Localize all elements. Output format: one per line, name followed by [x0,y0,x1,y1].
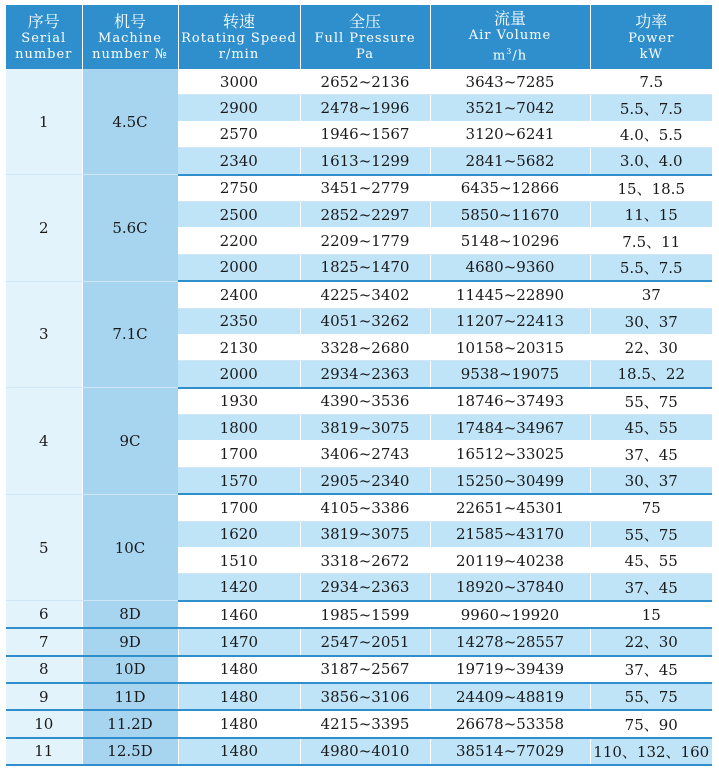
header-row [6,5,712,69]
volume-cell: 9538~19075 [430,361,590,388]
header-machine-en1: Machine [98,30,162,46]
table-row [6,281,712,308]
pressure-cell: 3451~2779 [300,175,430,202]
speed-cell: 2130 [178,334,300,360]
pressure-cell: 4105~3386 [300,494,430,521]
machine-number-cell: 12.5D [82,738,178,765]
power-cell: 45、55 [590,548,712,574]
volume-cell: 26678~53358 [430,710,590,737]
speed-cell: 2400 [178,281,300,308]
table-row [6,601,712,628]
power-cell: 55、75 [590,388,712,415]
table-row [6,710,712,737]
machine-number-cell: 5.6C [82,175,178,282]
power-cell: 37、45 [590,656,712,683]
speed-cell: 1800 [178,415,300,441]
pressure-cell: 2209~1779 [300,228,430,254]
speed-cell: 1470 [178,628,300,655]
pressure-cell: 2934~2363 [300,361,430,388]
power-cell: 75、90 [590,710,712,737]
pressure-cell: 4225~3402 [300,281,430,308]
pressure-cell: 1985~1599 [300,601,430,628]
speed-cell: 1700 [178,441,300,467]
serial-cell: 9 [6,683,82,710]
header-speed [178,5,300,69]
pressure-cell: 3328~2680 [300,334,430,360]
speed-cell: 2570 [178,121,300,147]
machine-number-cell: 10D [82,656,178,683]
table-row [6,69,712,95]
volume-cell: 21585~43170 [430,521,590,547]
speed-cell: 1480 [178,710,300,737]
table-row [6,738,712,765]
pressure-cell: 1825~1470 [300,254,430,281]
power-cell: 15 [590,601,712,628]
pressure-cell: 3819~3075 [300,521,430,547]
pressure-cell: 2547~2051 [300,628,430,655]
volume-cell: 3521~7042 [430,95,590,121]
table-row [6,388,712,415]
volume-cell: 3643~7285 [430,69,590,95]
pressure-cell: 1613~1299 [300,148,430,175]
power-cell: 22、30 [590,628,712,655]
speed-cell: 1570 [178,467,300,494]
volume-cell: 18746~37493 [430,388,590,415]
power-cell: 55、75 [590,521,712,547]
power-cell: 7.5 [590,69,712,95]
header-pressure-en2: Pa [356,46,374,62]
volume-cell: 16512~33025 [430,441,590,467]
speed-cell: 2200 [178,228,300,254]
header-power-en2: kW [639,46,663,62]
power-cell: 37 [590,281,712,308]
volume-cell: 3120~6241 [430,121,590,147]
header-pressure-zh: 全压 [348,11,381,31]
machine-number-cell: 4.5C [82,69,178,175]
power-cell: 15、18.5 [590,175,712,202]
volume-cell: 4680~9360 [430,254,590,281]
power-cell: 110、132、160 [590,738,712,765]
table-body [6,69,712,765]
volume-cell: 15250~30499 [430,467,590,494]
volume-cell: 9960~19920 [430,601,590,628]
header-machine-en2: number № [92,46,168,62]
speed-cell: 2900 [178,95,300,121]
header-volume-zh: 流量 [493,9,526,29]
table-row [6,175,712,202]
volume-cell: 24409~48819 [430,683,590,710]
header-speed-en2: r/min [218,46,260,62]
pressure-cell: 4215~3395 [300,710,430,737]
machine-number-cell: 9C [82,388,178,495]
power-cell: 30、37 [590,467,712,494]
pressure-cell: 2478~1996 [300,95,430,121]
machine-number-cell: 8D [82,601,178,628]
speed-cell: 2000 [178,254,300,281]
fan-spec-table [6,5,712,766]
serial-cell: 3 [6,281,82,388]
speed-cell: 1460 [178,601,300,628]
header-volume-en1: Air Volume [468,28,552,44]
serial-cell: 2 [6,175,82,282]
power-cell: 5.5、7.5 [590,95,712,121]
table-row [6,494,712,521]
volume-cell: 10158~20315 [430,334,590,360]
pressure-cell: 4051~3262 [300,308,430,334]
header-serial-en1: Serial [21,30,67,46]
header-speed-en1: Rotating Speed [181,30,297,46]
machine-number-cell: 9D [82,628,178,655]
power-cell: 55、75 [590,683,712,710]
speed-cell: 2500 [178,201,300,227]
header-serial-en2: number [15,46,73,62]
speed-cell: 1480 [178,656,300,683]
volume-cell: 11207~22413 [430,308,590,334]
speed-cell: 3000 [178,69,300,95]
table-row [6,628,712,655]
power-cell: 18.5、22 [590,361,712,388]
header-volume-unit-m: m [492,48,507,64]
speed-cell: 1480 [178,683,300,710]
header-volume [430,5,590,69]
serial-cell: 6 [6,601,82,628]
machine-number-cell: 11.2D [82,710,178,737]
table-row [6,656,712,683]
serial-cell: 5 [6,494,82,601]
speed-cell: 1930 [178,388,300,415]
pressure-cell: 4980~4010 [300,738,430,765]
speed-cell: 1420 [178,574,300,601]
pressure-cell: 3856~3106 [300,683,430,710]
speed-cell: 1510 [178,548,300,574]
speed-cell: 2340 [178,148,300,175]
speed-cell: 1700 [178,494,300,521]
pressure-cell: 3819~3075 [300,415,430,441]
power-cell: 5.5、7.5 [590,254,712,281]
pressure-cell: 2852~2297 [300,201,430,227]
volume-cell: 5148~10296 [430,228,590,254]
speed-cell: 1480 [178,738,300,765]
header-serial-zh: 序号 [27,11,60,31]
machine-number-cell: 10C [82,494,178,601]
volume-cell: 17484~34967 [430,415,590,441]
serial-cell: 8 [6,656,82,683]
volume-cell: 2841~5682 [430,148,590,175]
serial-cell: 10 [6,710,82,737]
volume-cell: 6435~12866 [430,175,590,202]
pressure-cell: 3187~2567 [300,656,430,683]
volume-cell: 5850~11670 [430,201,590,227]
volume-cell: 22651~45301 [430,494,590,521]
power-cell: 4.0、5.5 [590,121,712,147]
speed-cell: 1620 [178,521,300,547]
pressure-cell: 1946~1567 [300,121,430,147]
pressure-cell: 2905~2340 [300,467,430,494]
power-cell: 45、55 [590,415,712,441]
machine-number-cell: 11D [82,683,178,710]
power-cell: 75 [590,494,712,521]
speed-cell: 2750 [178,175,300,202]
machine-number-cell: 7.1C [82,281,178,388]
power-cell: 22、30 [590,334,712,360]
pressure-cell: 3406~2743 [300,441,430,467]
volume-cell: 18920~37840 [430,574,590,601]
volume-cell: 11445~22890 [430,281,590,308]
power-cell: 3.0、4.0 [590,148,712,175]
header-power-zh: 功率 [635,11,668,31]
header-volume-unit-sup: 3 [506,47,513,57]
speed-cell: 2350 [178,308,300,334]
header-serial [6,5,82,69]
header-volume-unit-tail: /h [512,48,528,64]
serial-cell: 7 [6,628,82,655]
header-machine [82,5,178,69]
power-cell: 30、37 [590,308,712,334]
power-cell: 37、45 [590,441,712,467]
speed-cell: 2000 [178,361,300,388]
power-cell: 7.5、11 [590,228,712,254]
volume-cell: 20119~40238 [430,548,590,574]
volume-cell: 38514~77029 [430,738,590,765]
volume-cell: 19719~39439 [430,656,590,683]
header-pressure-en1: Full Pressure [314,30,416,46]
serial-cell: 4 [6,388,82,495]
pressure-cell: 2652~2136 [300,69,430,95]
pressure-cell: 4390~3536 [300,388,430,415]
header-power [590,5,712,69]
header-volume-en2 [431,44,590,64]
serial-cell: 11 [6,738,82,765]
table-row [6,683,712,710]
header-power-en1: Power [628,30,675,46]
power-cell: 11、15 [590,201,712,227]
header-speed-zh: 转速 [222,11,255,31]
pressure-cell: 2934~2363 [300,574,430,601]
header-machine-zh: 机号 [113,11,146,31]
volume-cell: 14278~28557 [430,628,590,655]
serial-cell: 1 [6,69,82,175]
header-pressure [300,5,430,69]
power-cell: 37、45 [590,574,712,601]
pressure-cell: 3318~2672 [300,548,430,574]
